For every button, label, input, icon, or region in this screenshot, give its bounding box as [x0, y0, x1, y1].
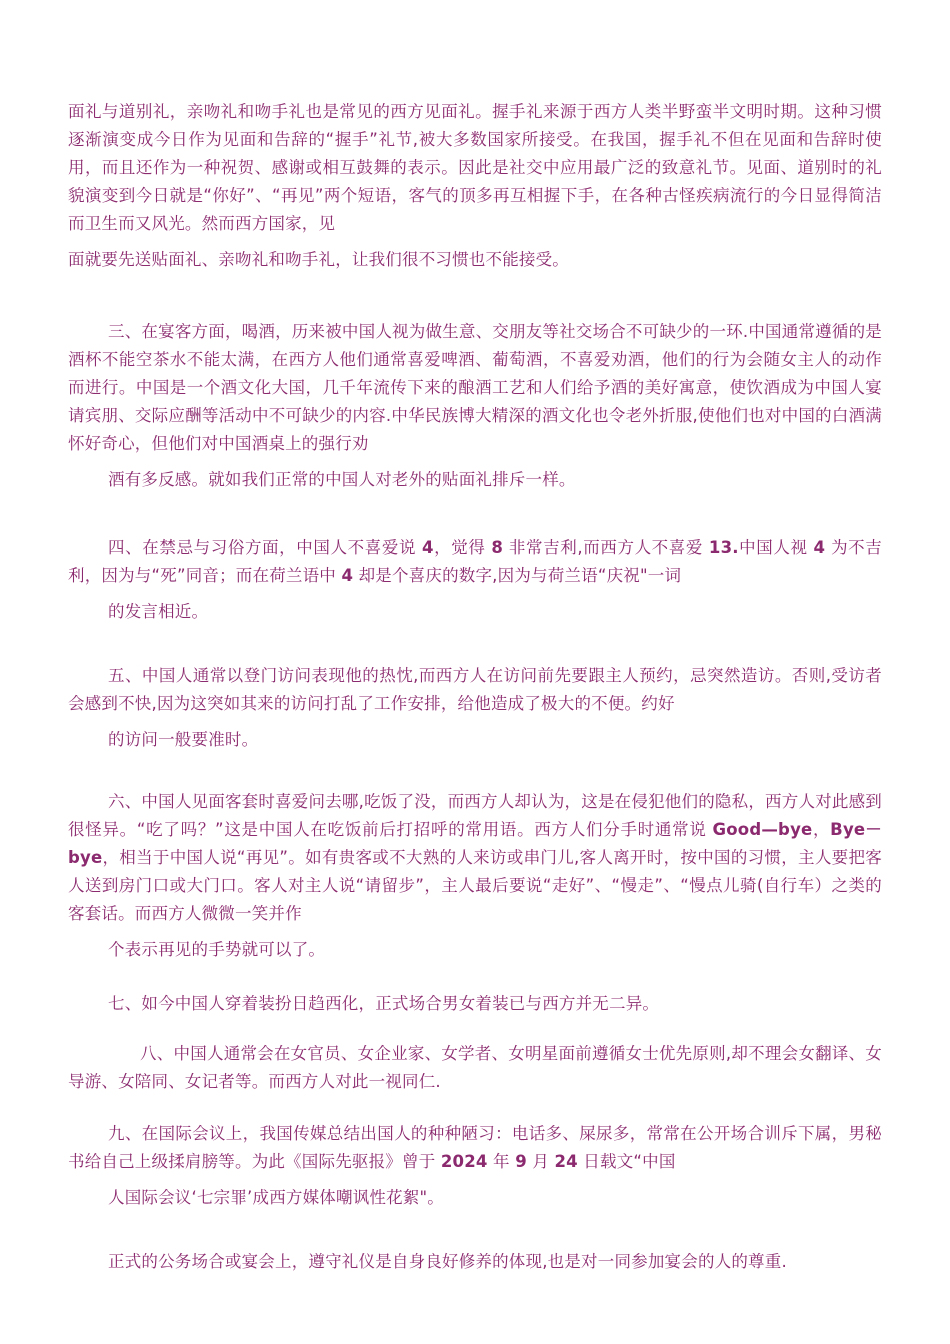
paragraph-greeting-etiquette: 面礼与道别礼，亲吻礼和吻手礼也是常见的西方见面礼。握手礼来源于西方人类半野蛮半文明时期。这种习惯逐渐演变成今日作为见面和告辞的“握手”礼节,被大多数国家所接受。在我国，握手礼不但在见面和告辞时使用，而且还作为一种祝贺、感谢或相互鼓舞的表示。因此是社交中应用最广泛的致意礼节。见面、道别时的礼貌演变到今日就是“你好”、“再见”两个短语，客气的顶多再互相握下手，在各种古怪疾病流行的今日显得简洁而卫生而又风光。然而西方国家，见 面就要先送贴面礼、亲吻礼和吻手礼，让我们很不习惯也不能接受。 — [68, 102, 882, 269]
paragraph-conference: 九、在国际会议上，我国传媒总结出国人的种种陋习：电话多、屎尿多，常常在公开场合训斥下属，男秘书给自己上级揉肩膀等。为此《国际先驱报》曾于 2024 年 9 月 24 日载文“中国 人国际会议‘七宗罪’成西方媒体嘲讽性花絮"。 — [68, 1124, 882, 1207]
paragraph-ladies-first: 八、中国人通常会在女官员、女企业家、女学者、女明星面前遵循女士优先原则,却不理会女翻译、女导游、女陪同、女记者等。而西方人对此一视同仁. — [68, 1044, 882, 1091]
paragraph-conclusion: 正式的公务场合或宴会上，遵守礼仪是自身良好修养的体现,也是对一同参加宴会的人的尊重. — [108, 1252, 787, 1271]
paragraph-visiting: 五、中国人通常以登门访问表现他的热忱,而西方人在访问前先要跟主人预约，忌突然造访。否则,受访者会感到不快,因为这突如其来的访问打乱了工作安排，给他造成了极大的不便。约好 的访问一般要准时。 — [68, 666, 882, 749]
paragraph-dress: 七、如今中国人穿着装扮日趋西化，正式场合男女着装已与西方并无二异。 — [108, 994, 660, 1013]
paragraph-taboo: 四、在禁忌与习俗方面，中国人不喜爱说 4，觉得 8 非常吉利,而西方人不喜爱 13.中国人视 4 为不吉利，因为与“死”同音；而在荷兰语中 4 却是个喜庆的数字,因为与荷兰语“庆祝"一词 的发言相近。 — [68, 538, 883, 621]
paragraph-banquet: 三、在宴客方面，喝酒，历来被中国人视为做生意、交朋友等社交场合不可缺少的一环.中国通常遵循的是酒杯不能空茶水不能太满，在西方人他们通常喜爱啤酒、葡萄酒，不喜爱劝酒，他们的行为会随女主人的动作而进行。中国是一个酒文化大国，几千年流传下来的酿酒工艺和人们给予酒的美好寓意，使饮酒成为中国人宴请宾朋、交际应酬等活动中不可缺少的内容.中华民族博大精深的酒文化也令老外折服,使他们也对中国的白酒满怀好奇心，但他们对中国酒桌上的强行劝 酒有多反感。就如我们正常的中国人对老外的贴面礼排斥一样。 — [68, 322, 882, 489]
document-body — [68, 98, 882, 1276]
paragraph-small-talk: 六、中国人见面客套时喜爱问去哪,吃饭了没，而西方人却认为，这是在侵犯他们的隐私，西方人对此感到很怪异。“吃了吗？”这是中国人在吃饭前后打招呼的常用语。西方人们分手时通常说 Good—bye，Bye－bye，相当于中国人说“再见”。如有贵客或不大熟的人来访或串门儿,客人离开时，按中国的习惯，主人要把客人送到房门口或大门口。客人对主人说“请留步”，主人最后要说“走好”、“慢走”、“慢点儿骑(自行车）之类的客套话。而西方人微微一笑并作 个表示再见的手势就可以了。 — [68, 792, 882, 959]
